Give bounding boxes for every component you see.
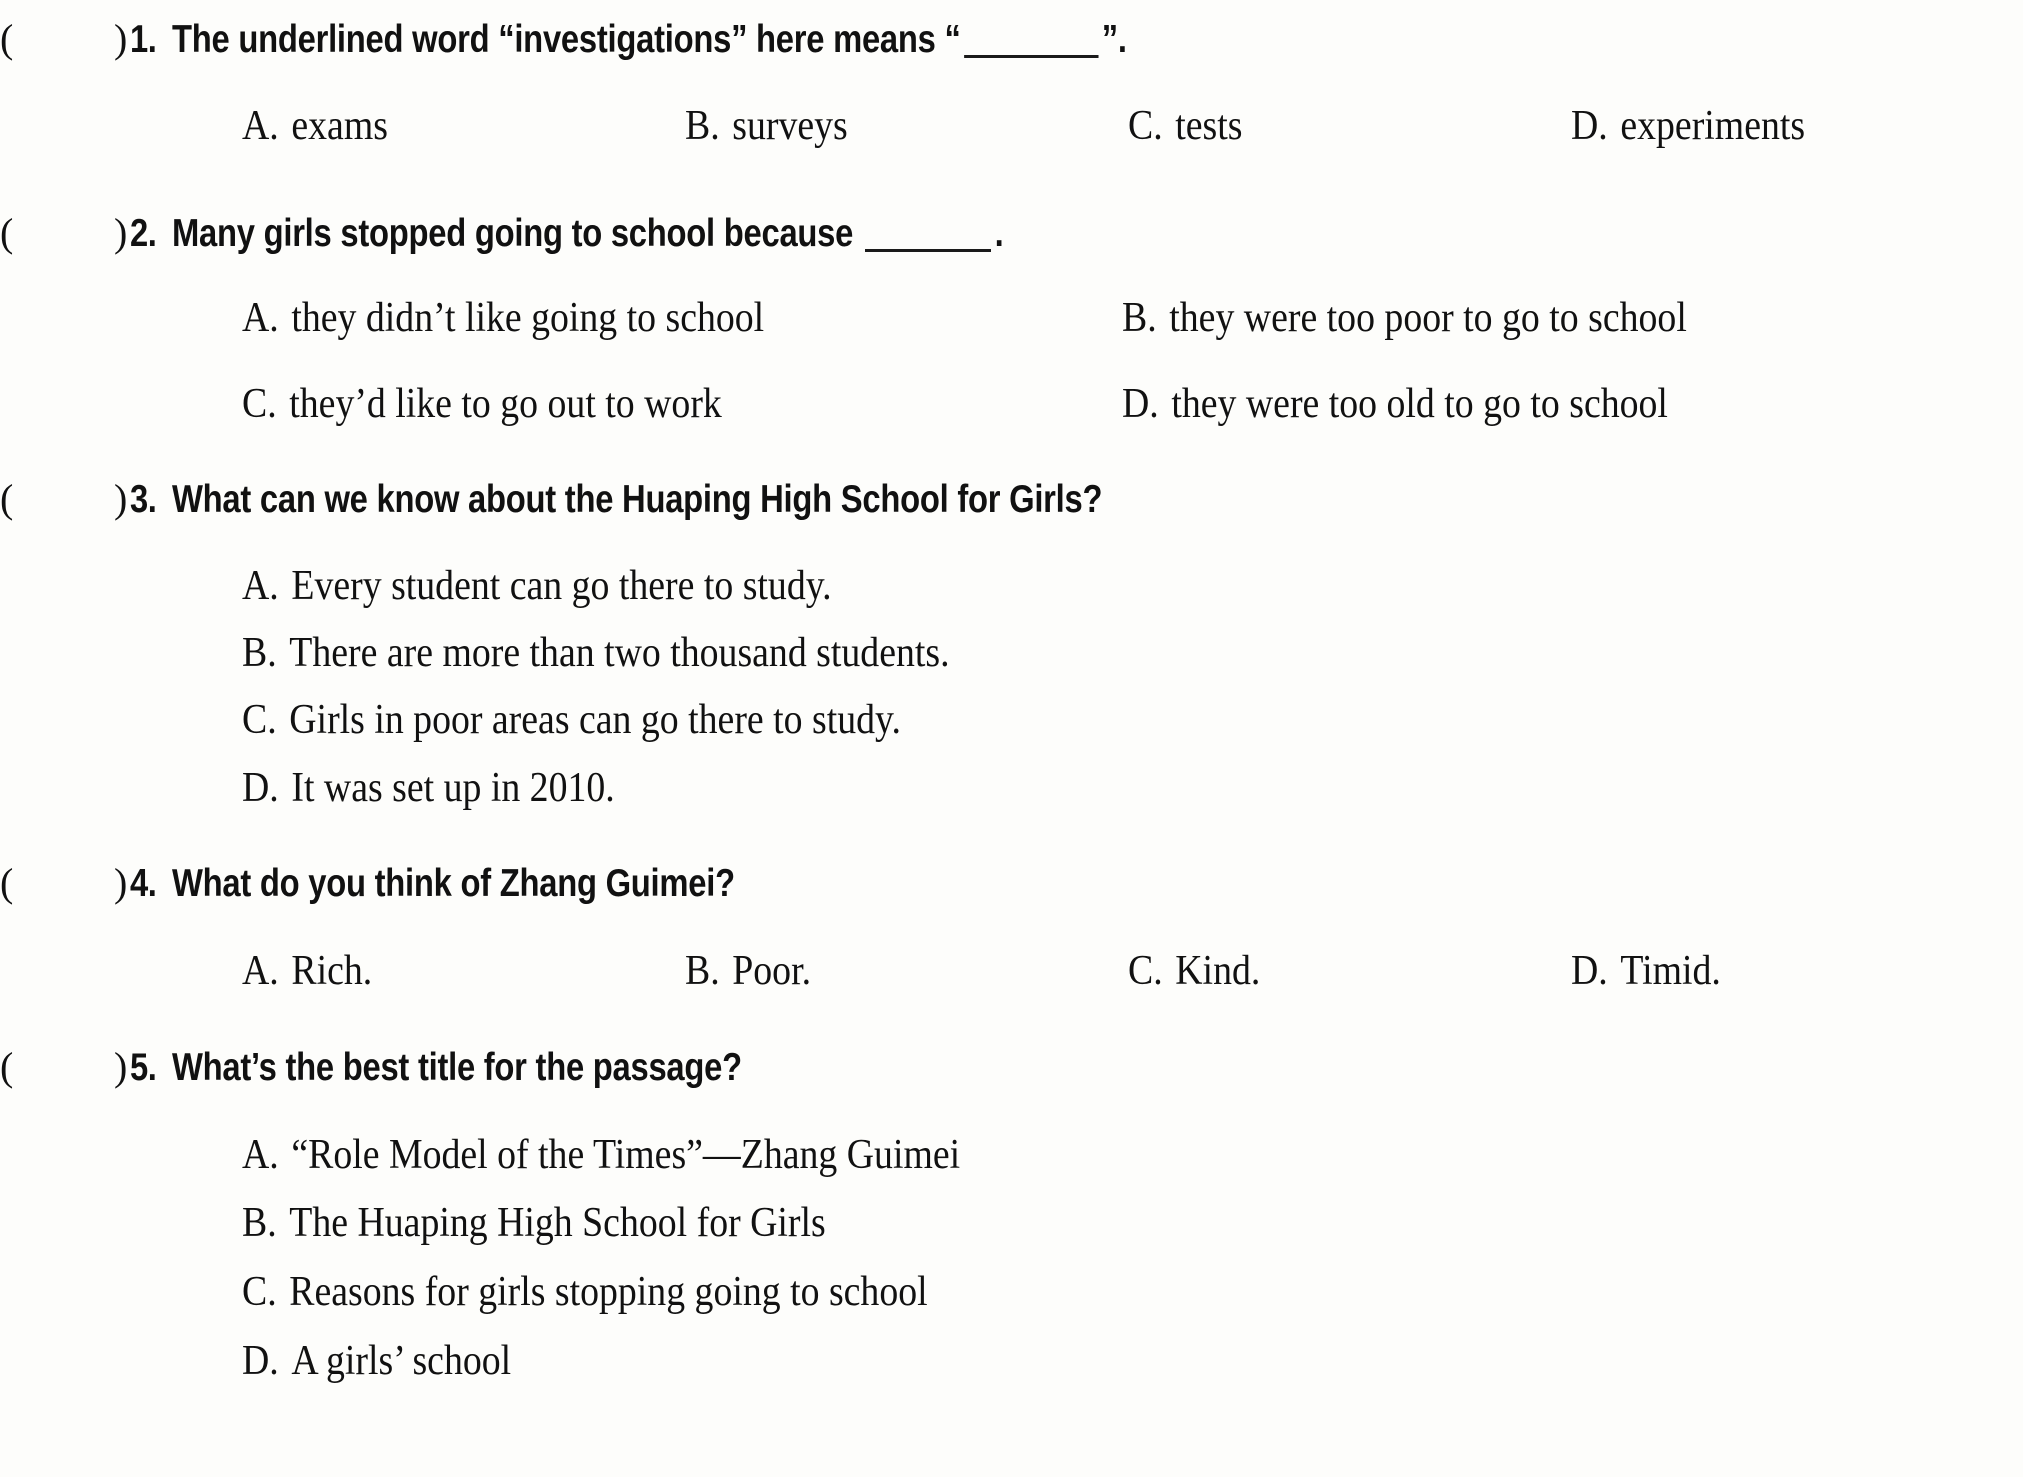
option-5a[interactable]: [242, 1134, 960, 1176]
option-5c-text: Reasons for girls stopping going to school: [289, 1269, 928, 1315]
question-number-1: 1.: [130, 18, 157, 61]
option-2a[interactable]: [242, 297, 1034, 339]
option-2b-text: they were too poor to go to school: [1169, 295, 1687, 341]
answer-bracket-open-3: (: [0, 476, 14, 521]
option-5a-letter: A.: [242, 1132, 279, 1178]
question-number-3: 3.: [130, 478, 157, 521]
question-3-option-b-row: [0, 632, 2023, 674]
option-4d-text: Timid.: [1620, 948, 1721, 994]
option-2a-text: they didn’t like going to school: [291, 295, 765, 341]
option-5c[interactable]: [242, 1271, 928, 1313]
question-4-stem-row: [0, 862, 2023, 906]
option-2b[interactable]: [1122, 297, 1914, 339]
option-4b-text: Poor.: [732, 948, 812, 994]
answer-bracket-close-4: ): [114, 860, 128, 905]
option-3a-text: Every student can go there to study.: [291, 563, 832, 609]
question-3-option-a-row: [0, 565, 2023, 607]
question-number-2: 2.: [130, 212, 157, 255]
option-3c[interactable]: [242, 699, 901, 741]
option-3b[interactable]: [242, 632, 950, 674]
question-text-1: [172, 18, 1127, 62]
answer-bracket-open-4: (: [0, 860, 14, 905]
question-4-options-row: [0, 950, 2023, 992]
question-text-4: What do you think of Zhang Guimei?: [171, 862, 735, 905]
question-number-4: 4.: [130, 862, 157, 905]
option-3b-letter: B.: [242, 630, 277, 676]
option-4d-letter: D.: [1571, 948, 1608, 994]
answer-bracket-close-1: ): [114, 16, 128, 61]
question-text-2-post: .: [994, 212, 1004, 255]
option-1b-text: surveys: [732, 103, 848, 149]
option-3d-letter: D.: [242, 765, 279, 811]
option-1c-letter: C.: [1128, 103, 1163, 149]
question-1-options-row: [0, 105, 2023, 147]
option-3a[interactable]: [242, 565, 832, 607]
option-2a-letter: A.: [242, 295, 279, 341]
option-3d[interactable]: [242, 767, 615, 809]
option-4c[interactable]: [1128, 950, 1527, 992]
option-2d-text: they were too old to go to school: [1171, 381, 1668, 427]
option-1a[interactable]: [242, 105, 641, 147]
option-4b[interactable]: [685, 950, 1084, 992]
question-5-option-c-row: [0, 1271, 2023, 1313]
answer-bracket-close-3: ): [114, 476, 128, 521]
option-4a-text: Rich.: [291, 948, 373, 994]
question-text-3: What can we know about the Huaping High School for Girls?: [171, 478, 1102, 521]
option-1a-letter: A.: [242, 103, 279, 149]
question-2-options-row-1: [0, 297, 2023, 339]
fill-blank-1[interactable]: [964, 55, 1098, 58]
question-text-1-post: ”.: [1101, 18, 1127, 61]
option-1d-text: experiments: [1620, 103, 1806, 149]
option-5b-text: The Huaping High School for Girls: [289, 1200, 826, 1246]
question-3-stem-row: [0, 478, 2023, 522]
answer-bracket-open-5: (: [0, 1044, 14, 1089]
question-text-1-pre: The underlined word “investigations” here means “: [171, 18, 961, 61]
option-4c-text: Kind.: [1175, 948, 1261, 994]
question-text-2-pre: Many girls stopped going to school because: [171, 212, 862, 255]
option-4a[interactable]: [242, 950, 641, 992]
option-4a-letter: A.: [242, 948, 279, 994]
option-1a-text: exams: [291, 103, 388, 149]
question-number-5: 5.: [130, 1046, 157, 1089]
option-1d-letter: D.: [1571, 103, 1608, 149]
fill-blank-2[interactable]: [865, 249, 991, 252]
option-5d[interactable]: [242, 1340, 511, 1382]
option-2c-letter: C.: [242, 381, 277, 427]
option-5a-text: “Role Model of the Times”—Zhang Guimei: [291, 1132, 961, 1178]
option-4c-letter: C.: [1128, 948, 1163, 994]
option-3c-text: Girls in poor areas can go there to study.: [289, 697, 901, 743]
option-1b-letter: B.: [685, 103, 720, 149]
option-3c-letter: C.: [242, 697, 277, 743]
answer-bracket-open-2: (: [0, 210, 14, 255]
option-5c-letter: C.: [242, 1269, 277, 1315]
option-2b-letter: B.: [1122, 295, 1157, 341]
question-2-options-row-2: [0, 383, 2023, 425]
question-5-option-a-row: [0, 1134, 2023, 1176]
question-3-option-d-row: [0, 767, 2023, 809]
option-1b[interactable]: [685, 105, 1084, 147]
option-1c-text: tests: [1175, 103, 1243, 149]
option-3b-text: There are more than two thousand students.: [289, 630, 950, 676]
question-text-5: What’s the best title for the passage?: [171, 1046, 742, 1089]
option-2c[interactable]: [242, 383, 1034, 425]
option-5d-letter: D.: [242, 1338, 279, 1384]
option-5b[interactable]: [242, 1202, 826, 1244]
question-5-stem-row: [0, 1046, 2023, 1090]
option-2d-letter: D.: [1122, 381, 1159, 427]
answer-bracket-close-5: ): [114, 1044, 128, 1089]
question-5-option-d-row: [0, 1340, 2023, 1382]
option-4b-letter: B.: [685, 948, 720, 994]
option-3d-text: It was set up in 2010.: [291, 765, 615, 811]
question-3-option-c-row: [0, 699, 2023, 741]
option-1c[interactable]: [1128, 105, 1527, 147]
answer-bracket-open-1: (: [0, 16, 14, 61]
option-1d[interactable]: [1571, 105, 1970, 147]
question-text-2: [172, 212, 1004, 256]
question-2-stem-row: [0, 212, 2023, 256]
answer-bracket-close-2: ): [114, 210, 128, 255]
option-5b-letter: B.: [242, 1200, 277, 1246]
option-2d[interactable]: [1122, 383, 1914, 425]
option-2c-text: they’d like to go out to work: [289, 381, 722, 427]
question-1-stem-row: [0, 18, 2023, 62]
option-5d-text: A girls’ school: [291, 1338, 512, 1384]
question-5-option-b-row: [0, 1202, 2023, 1244]
option-3a-letter: A.: [242, 563, 279, 609]
option-4d[interactable]: [1571, 950, 1970, 992]
